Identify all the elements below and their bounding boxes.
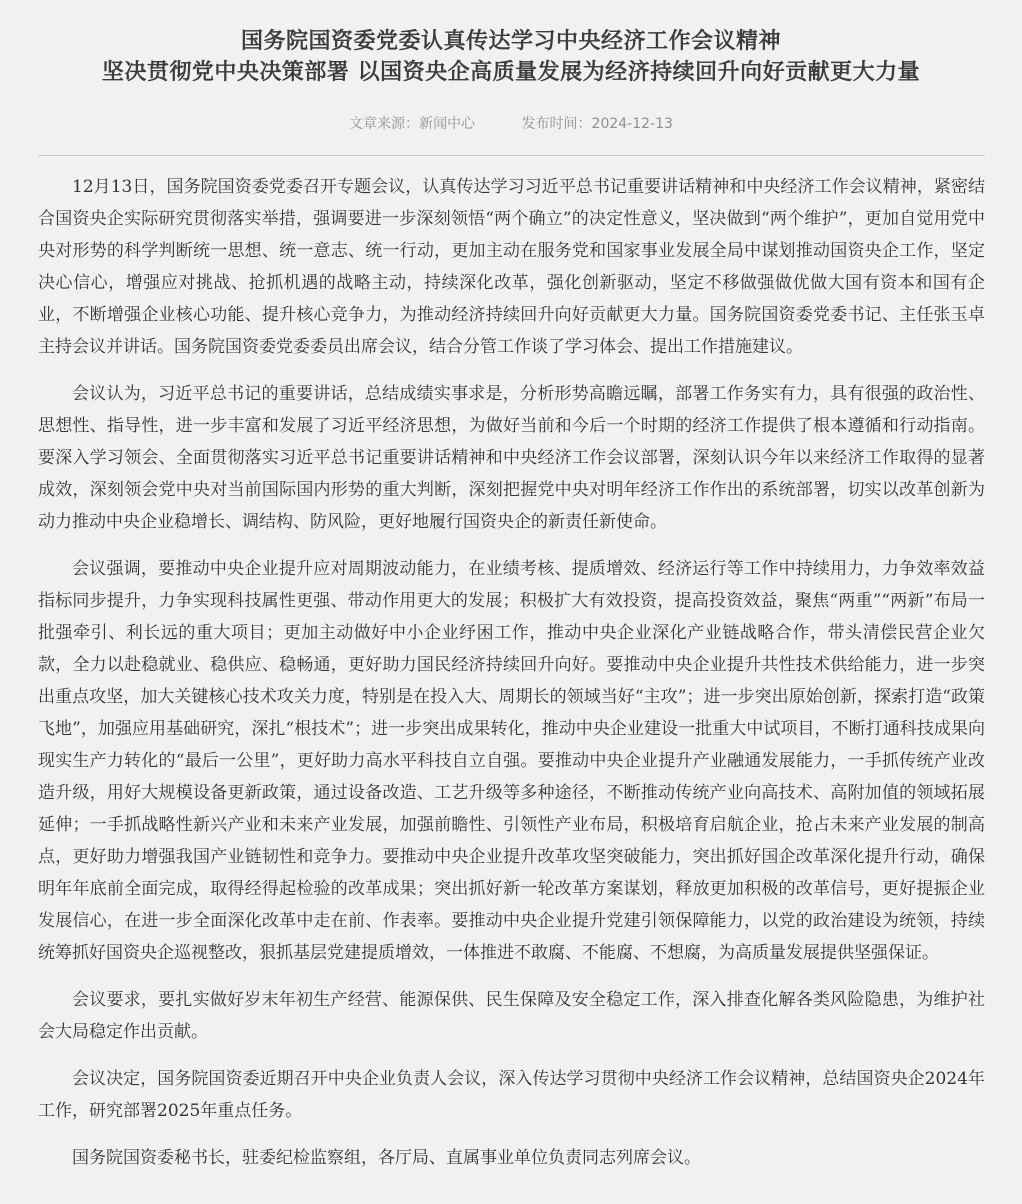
article-paragraph-3: 会议强调，要推动中央企业提升应对周期波动能力，在业绩考核、提质增效、经济运行等工作中持续用力，力争效率效益指标同步提升，力争实现科技属性更强、带动作用更大的发展；积极扩大有效投资，提高投资效益，聚焦“两重”“两新”布局一批强牵引、利长远的重大项目；更加主动做好中小企业纾困工作，推动中央企业深化产业链战略合作，带头清偿民营企业欠款，全力以赴稳就业、稳供应、稳畅通，更好助力国民经济持续回升向好。要推动中央企业提升共性技术供给能力，进一步突出重点攻坚，加大关键核心技术攻关力度，特别是在投入大、周期长的领域当好“主攻”；进一步突出原始创新，探索打造“政策飞地”，加强应用基础研究，深扎“根技术”；进一步突出成果转化，推动中央企业建设一批重大中试项目，不断打通科技成果向现实生产力转化的“最后一公里”，更好助力高水平科技自立自强。要推动中央企业提升产业融通发展能力，一手抓传统产业改造升级，用好大规模设备更新政策，通过设备改造、工艺升级等多种途径，不断推动传统产业向高技术、高附加值的领域拓展延伸；一手抓战略性新兴产业和未来产业发展，加强前瞻性、引领性产业布局，积极培育启航企业，抢占未来产业发展的制高点，更好助力增强我国产业链韧性和竞争力。要推动中央企业提升改革攻坚突破能力，突出抓好国企改革深化提升行动，确保明年年底前全面完成，取得经得起检验的改革成果；突出抓好新一轮改革方案谋划，释放更加积极的改革信号，更好提振企业发展信心，在进一步全面深化改革中走在前、作表率。要推动中央企业提升党建引领保障能力，以党的政治建设为统领，持续统筹抓好国资央企巡视整改，狠抓基层党建提质增效，一体推进不敢腐、不能腐、不想腐，为高质量发展提供坚强保证。 bbox=[38, 559, 985, 963]
article-header bbox=[0, 0, 1022, 133]
article-paragraph-4: 会议要求，要扎实做好岁末年初生产经营、能源保供、民生保障及安全稳定工作，深入排查化解各类风险隐患，为维护社会大局稳定作出贡献。 bbox=[38, 990, 985, 1042]
article-time-value: 2024-12-13 bbox=[591, 116, 673, 132]
article-publish-time bbox=[522, 115, 673, 133]
article-body bbox=[0, 156, 1022, 1204]
article-source-label: 文章来源： bbox=[349, 116, 420, 132]
page-title bbox=[0, 26, 1022, 88]
article-paragraph-5: 会议决定，国务院国资委近期召开中央企业负责人会议，深入传达学习贯彻中央经济工作会议精神，总结国资央企2024年工作，研究部署2025年重点任务。 bbox=[38, 1069, 985, 1121]
article-meta bbox=[0, 115, 1022, 133]
article-paragraph-1: 12月13日，国务院国资委党委召开专题会议，认真传达学习习近平总书记重要讲话精神和中央经济工作会议精神，紧密结合国资央企实际研究贯彻落实举措，强调要进一步深刻领悟“两个确立”的决定性意义，坚决做到“两个维护”，更加自觉用党中央对形势的科学判断统一思想、统一意志、统一行动，更加主动在服务党和国家事业发展全局中谋划推动国资央企工作，坚定决心信心，增强应对挑战、抢抓机遇的战略主动，持续深化改革，强化创新驱动，坚定不移做强做优做大国有资本和国有企业，不断增强企业核心功能、提升核心竞争力，为推动经济持续回升向好贡献更大力量。国务院国资委党委书记、主任张玉卓主持会议并讲话。国务院国资委党委委员出席会议，结合分管工作谈了学习体会、提出工作措施建议。 bbox=[38, 177, 985, 357]
article-time-label: 发布时间： bbox=[521, 116, 592, 132]
page-title-line-1: 国务院国资委党委认真传达学习中央经济工作会议精神 bbox=[240, 29, 781, 54]
article-paragraph-2: 会议认为，习近平总书记的重要讲话，总结成绩实事求是，分析形势高瞻远瞩，部署工作务实有力，具有很强的政治性、思想性、指导性，进一步丰富和发展了习近平经济思想，为做好当前和今后一个时期的经济工作提供了根本遵循和行动指南。要深入学习领会、全面贯彻落实习近平总书记重要讲话精神和中央经济工作会议部署，深刻认识今年以来经济工作取得的显著成效，深刻领会党中央对当前国际国内形势的重大判断，深刻把握党中央对明年经济工作作出的系统部署，切实以改革创新为动力推动中央企业稳增长、调结构、防风险，更好地履行国资央企的新责任新使命。 bbox=[38, 384, 985, 532]
article-source-value: 新闻中心 bbox=[419, 116, 476, 132]
page-title-line-2: 坚决贯彻党中央决策部署 以国资央企高质量发展为经济持续回升向好贡献更大力量 bbox=[101, 60, 921, 85]
article-paragraph-6: 国务院国资委秘书长，驻委纪检监察组，各厅局、直属事业单位负责同志列席会议。 bbox=[72, 1148, 701, 1168]
article-source bbox=[349, 115, 475, 133]
